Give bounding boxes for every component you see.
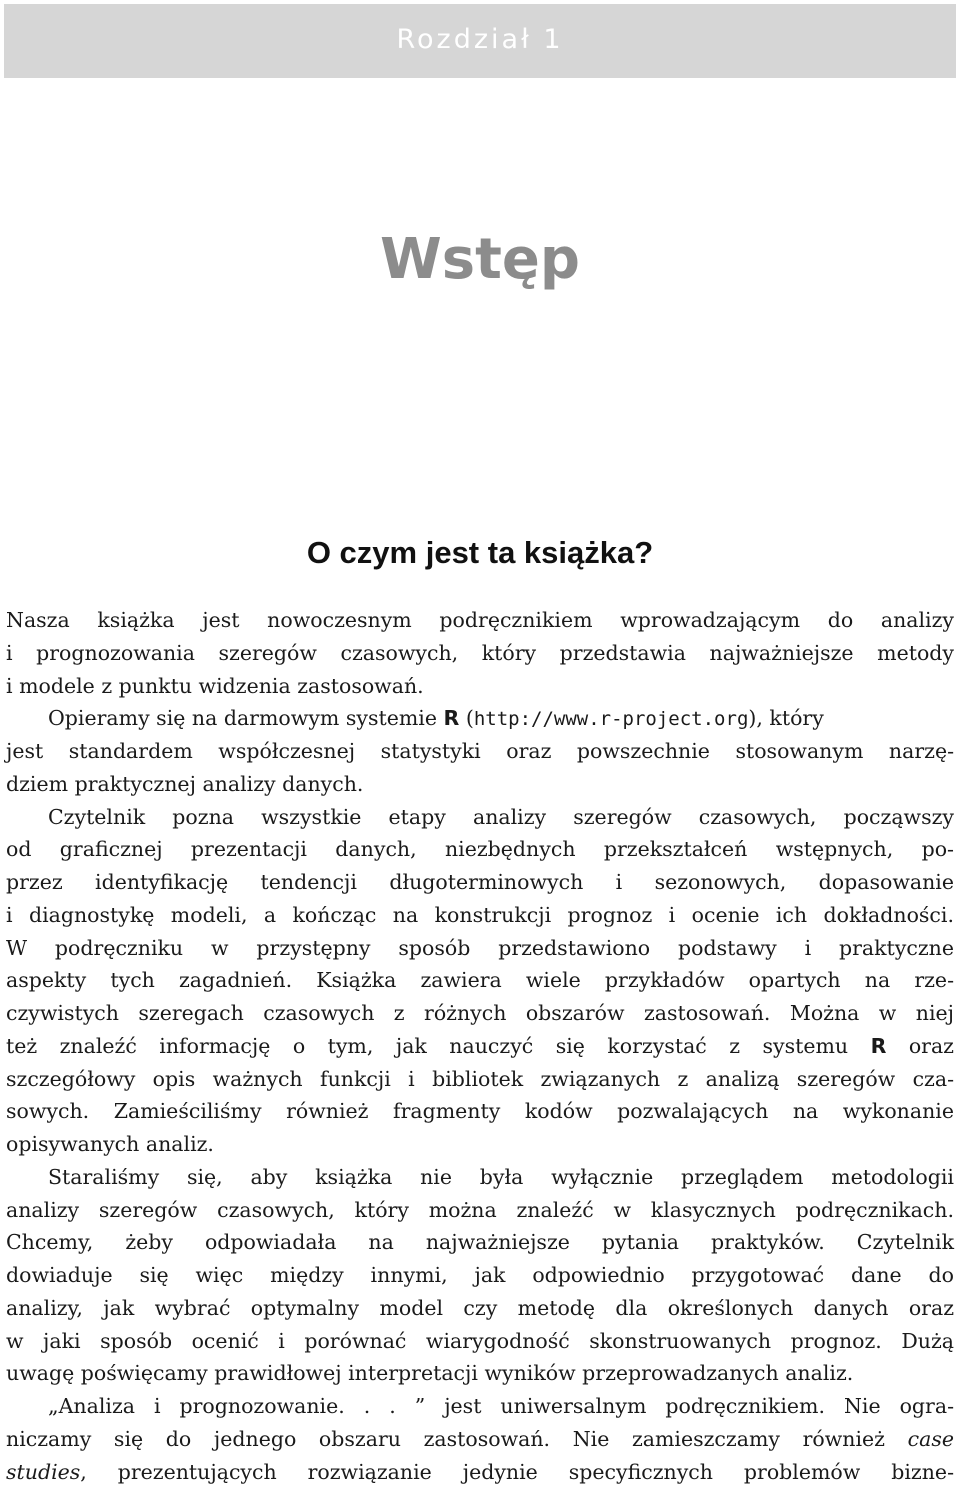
text-line: w jaki sposób ocenić i porównać wiarygodność skonstruowanych prognoz. Dużą	[6, 1328, 954, 1353]
text-line: czywistych szeregach czasowych z różnych obszarów zastosowań. Można w niej	[6, 1001, 954, 1025]
chapter-title: Wstęp	[380, 227, 580, 292]
text-fragment: (	[465, 706, 474, 731]
text-line: W podręczniku w przystępny sposób przedstawiono podstawy i praktyczne	[6, 935, 954, 960]
r-system-name: R	[870, 1033, 887, 1058]
chapter-header-bar	[4, 4, 956, 78]
italic-phrase: case	[907, 1426, 954, 1451]
text-line: jest standardem współczesnej statystyki oraz powszechnie stosowanym narzę-	[6, 739, 954, 763]
text-fragment: niczamy się do jednego obszaru zastosowań. Nie zamieszczamy również	[6, 1426, 885, 1451]
chapter-label: Rozdział 1	[396, 24, 564, 55]
text-line	[6, 702, 954, 735]
text-line: od graficznej prezentacji danych, niezbędnych przekształceń wstępnych, po-	[6, 837, 954, 862]
text-line: „Analiza i prognozowanie. . . ” jest uniwersalnym podręcznikiem. Nie ogra-	[48, 1394, 954, 1418]
text-fragment: Opieramy się na darmowym systemie	[48, 706, 437, 731]
text-line: i modele z punktu widzenia zastosowań.	[6, 673, 424, 698]
text-line	[6, 1030, 954, 1063]
text-fragment: też znaleźć informację o tym, jak nauczyć się korzystać z systemu	[6, 1033, 849, 1058]
text-line: Czytelnik pozna wszystkie etapy analizy szeregów czasowych, począwszy	[48, 804, 954, 829]
text-line: Staraliśmy się, aby książka nie była wyłącznie przeglądem metodologii	[48, 1164, 954, 1189]
text-fragment: , prezentujących rozwiązanie jedynie specyficznych problemów bizne-	[80, 1459, 954, 1484]
text-line: uwagę poświęcamy prawidłowej interpretacji wyników przeprowadzanych analiz.	[6, 1361, 854, 1386]
text-line: opisywanych analiz.	[6, 1132, 214, 1156]
text-line: dziem praktycznej analizy danych.	[6, 771, 364, 796]
text-line: Nasza książka jest nowoczesnym podręcznikiem wprowadzającym do analizy	[6, 608, 954, 632]
r-system-name: R	[443, 706, 460, 731]
text-line: przez identyfikację tendencji długoterminowych i sezonowych, dopasowanie	[6, 870, 954, 894]
italic-phrase: studies	[6, 1459, 81, 1484]
text-line: dowiaduje się więc między innymi, jak odpowiednio przygotować dane do	[6, 1263, 954, 1287]
text-line: analizy, jak wybrać optymalny model czy metodę dla określonych danych oraz	[6, 1295, 954, 1320]
text-line: i diagnostykę modeli, a kończąc na konstrukcji prognoz i ocenie ich dokładności.	[6, 902, 954, 927]
text-line	[6, 1423, 954, 1456]
text-line	[6, 1456, 954, 1489]
text-line: szczegółowy opis ważnych funkcji i bibliotek związanych z analizą szeregów cza-	[6, 1066, 954, 1091]
text-line: i prognozowania szeregów czasowych, który przedstawia najważniejsze metody	[6, 640, 954, 665]
text-fragment: oraz	[908, 1033, 954, 1058]
text-line: sowych. Zamieściliśmy również fragmenty kodów pozwalających na wykonanie	[6, 1099, 954, 1124]
body-text	[6, 604, 954, 1488]
text-fragment: ), który	[748, 706, 824, 731]
text-line: Chcemy, żeby odpowiadała na najważniejsze pytania praktyków. Czytelnik	[6, 1230, 954, 1255]
section-heading: O czym jest ta książka?	[306, 535, 654, 570]
text-line: analizy szeregów czasowych, który można znaleźć w klasycznych podręcznikach.	[6, 1197, 954, 1222]
r-project-link[interactable]: http://www.r-project.org	[473, 708, 749, 731]
text-line: aspekty tych zagadnień. Książka zawiera wiele przykładów opartych na rze-	[6, 968, 954, 993]
